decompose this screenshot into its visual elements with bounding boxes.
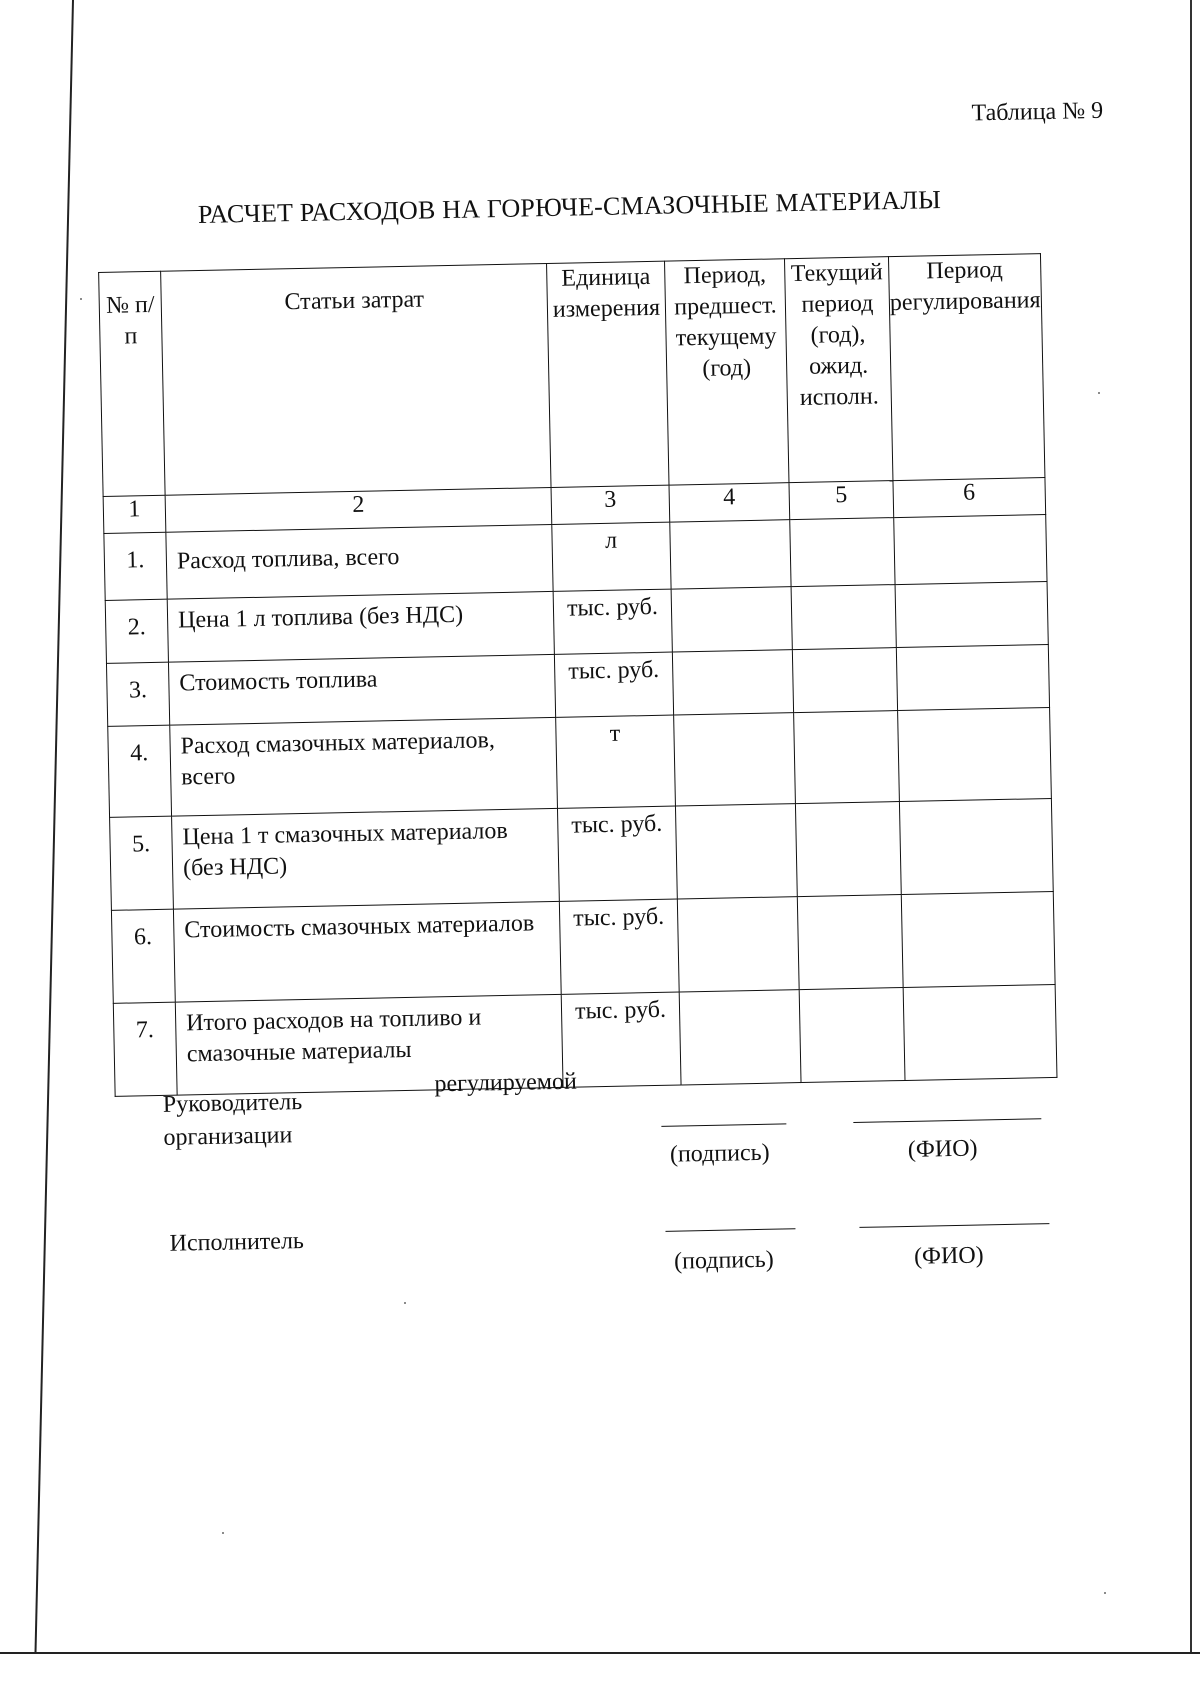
row-unit: л bbox=[552, 522, 671, 591]
table-header-row bbox=[99, 254, 1045, 497]
column-number: 3 bbox=[551, 485, 670, 524]
row-number: 3. bbox=[106, 662, 169, 726]
value-cell bbox=[797, 895, 903, 990]
executor-signature-line bbox=[665, 1228, 795, 1232]
value-cell bbox=[794, 711, 900, 804]
row-item: Расход топлива, всего bbox=[166, 524, 553, 599]
scan-speck bbox=[1104, 1592, 1106, 1594]
value-cell bbox=[677, 897, 799, 992]
column-number: 2 bbox=[165, 487, 552, 532]
executor-name-caption: (ФИО) bbox=[913, 1242, 984, 1270]
executor-signature-caption: (подпись) bbox=[673, 1246, 774, 1275]
value-cell bbox=[896, 645, 1049, 711]
head-label-word2: регулируемой bbox=[434, 1068, 578, 1098]
value-cell bbox=[670, 520, 791, 589]
row-item: Расход смазочных материалов, всего bbox=[170, 717, 558, 816]
executor-label: Исполнитель bbox=[169, 1228, 305, 1257]
row-item: Стоимость смазочных материалов bbox=[173, 901, 561, 1002]
value-cell bbox=[901, 891, 1054, 987]
scan-speck bbox=[1098, 392, 1100, 394]
executor-name-line bbox=[859, 1223, 1049, 1228]
row-item: Цена 1 л топлива (без НДС) bbox=[167, 591, 554, 662]
row-item: Итого расходов на топливо и смазочные материалы bbox=[175, 994, 563, 1095]
row-number: 6. bbox=[111, 909, 175, 1003]
column-number: 4 bbox=[669, 483, 790, 522]
value-cell bbox=[675, 804, 797, 899]
value-cell bbox=[903, 984, 1056, 1080]
row-number: 4. bbox=[108, 725, 172, 817]
value-cell bbox=[795, 802, 901, 897]
column-number: 1 bbox=[103, 495, 166, 533]
head-signature-caption: (подпись) bbox=[669, 1139, 770, 1168]
fuel-lubricants-table bbox=[98, 253, 1057, 1097]
row-number: 7. bbox=[113, 1002, 177, 1096]
row-number: 2. bbox=[105, 599, 168, 663]
header-cell-number: № п/п bbox=[99, 271, 165, 496]
table-row bbox=[113, 984, 1056, 1096]
head-label-line2: организации bbox=[163, 1122, 293, 1151]
scan-speck bbox=[404, 1302, 406, 1304]
header-cell-unit: Единица измерения bbox=[547, 261, 669, 487]
value-cell bbox=[898, 708, 1051, 802]
value-cell bbox=[791, 585, 896, 650]
head-name-caption: (ФИО) bbox=[907, 1135, 978, 1163]
value-cell bbox=[790, 518, 895, 587]
row-unit: тыс. руб. bbox=[559, 899, 679, 994]
column-number: 6 bbox=[893, 478, 1045, 518]
table-number-label: Таблица № 9 bbox=[971, 97, 1104, 127]
document-title: РАСЧЕТ РАСХОДОВ НА ГОРЮЧЕ-СМАЗОЧНЫЕ МАТЕРИАЛЫ bbox=[197, 185, 942, 229]
column-number: 5 bbox=[789, 481, 894, 520]
row-number: 5. bbox=[110, 816, 174, 910]
value-cell bbox=[894, 515, 1047, 585]
value-cell bbox=[674, 713, 796, 806]
row-number: 1. bbox=[104, 532, 167, 600]
value-cell bbox=[672, 650, 793, 715]
row-item: Стоимость топлива bbox=[168, 654, 555, 725]
row-unit: тыс. руб. bbox=[554, 652, 673, 717]
row-unit: тыс. руб. bbox=[553, 589, 672, 654]
header-cell-item: Статьи затрат bbox=[161, 264, 551, 496]
row-unit: тыс. руб. bbox=[557, 806, 677, 901]
scan-speck bbox=[222, 1532, 224, 1534]
value-cell bbox=[679, 990, 801, 1085]
value-cell bbox=[899, 798, 1052, 894]
head-name-line bbox=[853, 1118, 1041, 1123]
row-item: Цена 1 т смазочных материалов (без НДС) bbox=[172, 808, 560, 909]
value-cell bbox=[799, 988, 905, 1083]
header-cell-current-period: Текущий период (год), ожид. исполн. bbox=[784, 257, 892, 483]
scan-page-edge-bottom bbox=[0, 1652, 1200, 1688]
row-unit: тыс. руб. bbox=[561, 992, 681, 1087]
value-cell bbox=[671, 587, 792, 652]
scan-speck bbox=[80, 298, 82, 300]
head-label-line1: Руководитель bbox=[162, 1089, 303, 1118]
head-signature-line bbox=[661, 1123, 786, 1127]
value-cell bbox=[792, 648, 897, 713]
value-cell bbox=[895, 582, 1048, 648]
header-cell-previous-period: Период, предшест. текущему (год) bbox=[665, 259, 789, 485]
row-unit: т bbox=[556, 715, 676, 808]
header-cell-regulation-period: Период регулирования bbox=[888, 254, 1044, 481]
